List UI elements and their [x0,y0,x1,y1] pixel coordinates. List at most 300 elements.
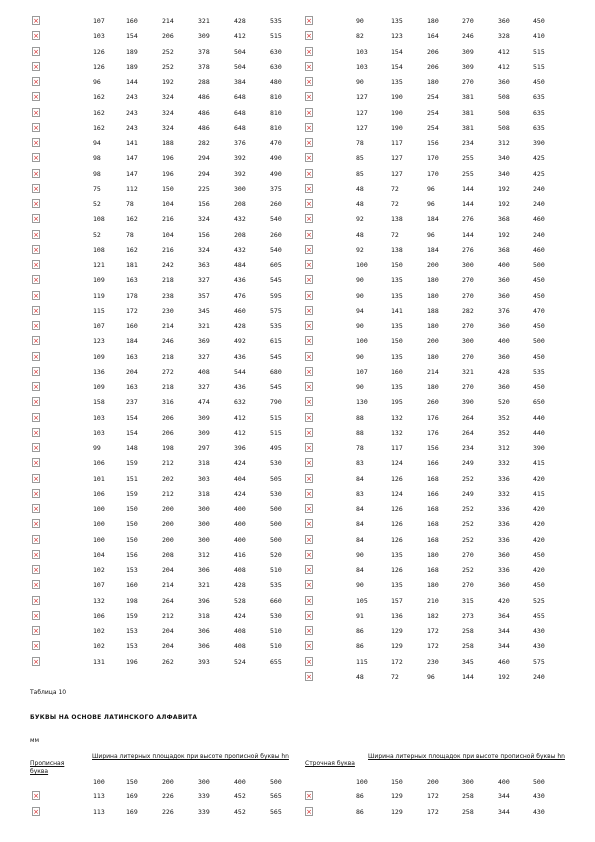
width-value: 360 [498,383,510,391]
width-value: 544 [234,367,246,376]
width-value: 162 [126,245,138,254]
broken-image-icon [32,807,40,816]
width-value: 252 [462,474,474,483]
width-value: 172 [391,657,403,666]
broken-image-icon [32,62,40,71]
width-value: 392 [234,154,246,163]
width-value: 424 [234,611,246,620]
width-value: 396 [234,444,246,452]
broken-image-icon [305,641,313,650]
width-value: 450 [533,581,545,590]
width-value: 425 [533,154,545,163]
width-value: 376 [498,306,510,315]
width-value: 176 [427,413,439,422]
width-value: 132 [391,428,403,437]
broken-image-icon [32,245,40,254]
width-value: 258 [462,808,474,816]
width-value: 340 [498,154,510,163]
width-value: 156 [198,200,210,208]
width-value: 327 [198,383,210,391]
width-value: 168 [427,566,439,574]
width-value: 810 [270,123,282,132]
width-value: 132 [93,596,105,605]
table-number: Таблица 10 [30,689,67,696]
width-value: 535 [270,581,282,590]
width-value: 123 [391,32,403,41]
width-value: 450 [533,291,545,300]
width-value: 181 [126,261,138,269]
width-value: 154 [391,47,403,56]
width-value: 450 [533,17,545,25]
width-value: 180 [427,550,439,559]
width-value: 103 [93,428,105,437]
width-value: 270 [462,291,474,300]
width-value: 72 [391,200,399,208]
broken-image-icon [305,672,313,681]
width-value: 254 [427,108,439,117]
width-value: 206 [427,62,439,71]
width-value: 115 [93,306,105,315]
width-value: 108 [93,215,105,224]
width-value: 86 [356,627,364,635]
width-value: 321 [198,322,210,330]
width-value: 420 [533,535,545,544]
width-value: 206 [427,47,439,56]
width-value: 200 [162,520,174,529]
width-value: 460 [234,306,246,315]
width-value: 182 [427,611,439,620]
width-value: 208 [234,200,246,208]
width-value: 106 [93,459,105,468]
width-value: 436 [234,276,246,285]
width-value: 96 [427,200,435,208]
width-value: 200 [162,505,174,513]
width-value: 170 [427,154,439,163]
width-value: 470 [270,139,282,147]
width-value: 408 [198,367,210,376]
width-value: 408 [234,642,246,651]
broken-image-icon [305,428,313,437]
width-value: 135 [391,17,403,25]
width-value: 216 [162,245,174,254]
width-value: 218 [162,352,174,361]
width-value: 96 [427,672,435,681]
width-value: 270 [462,276,474,285]
width-value: 90 [356,291,364,300]
width-value: 200 [427,261,439,269]
width-value: 218 [162,383,174,391]
width-value: 378 [198,47,210,56]
width-value: 104 [162,230,174,239]
width-value: 390 [533,444,545,452]
width-value: 363 [198,261,210,269]
width-value: 432 [234,245,246,254]
width-value: 159 [126,459,138,468]
height-value: 400 [234,778,246,786]
width-value: 214 [162,17,174,25]
width-value: 392 [234,169,246,178]
width-value: 78 [126,230,134,239]
width-value: 655 [270,657,282,666]
width-value: 505 [270,474,282,483]
width-value: 428 [234,322,246,330]
width-value: 85 [356,169,364,178]
width-value: 412 [234,413,246,422]
broken-image-icon [32,306,40,315]
broken-image-icon [305,352,313,361]
width-value: 100 [93,535,105,544]
width-value: 790 [270,398,282,407]
width-value: 189 [126,62,138,71]
width-value: 306 [198,627,210,635]
width-value: 504 [234,62,246,71]
width-value: 492 [234,337,246,346]
width-value: 508 [498,123,510,132]
width-value: 344 [498,808,510,816]
width-value: 424 [234,459,246,468]
width-value: 204 [162,627,174,635]
width-value: 102 [93,566,105,574]
width-value: 243 [126,108,138,117]
width-value: 84 [356,566,364,574]
broken-image-icon [32,92,40,101]
width-value: 306 [198,566,210,574]
width-value: 144 [126,78,138,86]
width-value: 312 [498,139,510,147]
width-value: 210 [427,596,439,605]
broken-image-icon [32,550,40,559]
width-value: 48 [356,184,364,193]
width-value: 129 [391,627,403,635]
width-value: 150 [162,184,174,193]
width-value: 360 [498,17,510,25]
width-value: 83 [356,489,364,498]
width-value: 115 [356,657,368,666]
broken-image-icon [305,535,313,544]
width-value: 490 [270,154,282,163]
broken-image-icon [305,443,313,452]
width-value: 450 [533,276,545,285]
width-value: 412 [234,32,246,41]
broken-image-icon [305,580,313,589]
width-value: 82 [356,32,364,41]
width-value: 276 [462,245,474,254]
width-value: 90 [356,550,364,559]
broken-image-icon [32,153,40,162]
width-value: 52 [93,200,101,208]
width-value: 230 [427,657,439,666]
width-value: 103 [356,47,368,56]
width-value: 180 [427,352,439,361]
width-value: 476 [234,291,246,300]
width-value: 369 [198,337,210,346]
broken-image-icon [305,123,313,132]
broken-image-icon [305,108,313,117]
broken-image-icon [32,321,40,330]
broken-image-icon [305,77,313,86]
width-value: 648 [234,123,246,132]
broken-image-icon [32,565,40,574]
width-value: 113 [93,792,105,800]
width-value: 100 [356,337,368,346]
width-value: 108 [93,245,105,254]
width-value: 240 [533,230,545,239]
width-value: 515 [270,413,282,422]
width-value: 135 [391,322,403,330]
width-value: 208 [162,550,174,559]
uppercase-letter-header: Прописная буква [30,760,65,775]
width-value: 381 [462,123,474,132]
width-value: 264 [462,413,474,422]
width-value: 126 [391,474,403,483]
broken-image-icon [305,199,313,208]
width-caption-left: Ширина литерных площадок при высоте прописной буквы hn [92,753,289,760]
broken-image-icon [32,489,40,498]
width-value: 460 [533,245,545,254]
height-value: 200 [427,778,439,786]
broken-image-icon [32,275,40,284]
width-value: 160 [126,322,138,330]
width-value: 352 [498,428,510,437]
width-value: 345 [198,306,210,315]
width-value: 510 [270,642,282,651]
width-value: 135 [391,276,403,285]
height-value: 150 [126,778,138,786]
width-value: 96 [427,184,435,193]
width-value: 452 [234,792,246,800]
width-value: 192 [162,78,174,86]
width-value: 510 [270,627,282,635]
width-value: 102 [93,627,105,635]
width-value: 159 [126,611,138,620]
width-value: 168 [427,474,439,483]
width-value: 156 [427,139,439,147]
width-value: 524 [234,657,246,666]
height-value: 500 [533,778,545,786]
width-value: 147 [126,169,138,178]
width-value: 98 [93,154,101,163]
width-value: 297 [198,444,210,452]
width-value: 309 [198,428,210,437]
width-value: 400 [234,505,246,513]
width-value: 158 [93,398,105,407]
width-value: 159 [126,489,138,498]
width-value: 103 [356,62,368,71]
width-value: 364 [498,611,510,620]
width-value: 484 [234,261,246,269]
width-value: 255 [462,169,474,178]
broken-image-icon [32,474,40,483]
width-value: 98 [93,169,101,178]
width-value: 390 [462,398,474,407]
broken-image-icon [32,428,40,437]
width-value: 344 [498,642,510,651]
width-value: 180 [427,581,439,590]
width-value: 83 [356,459,364,468]
width-value: 180 [427,78,439,86]
width-value: 204 [162,566,174,574]
width-value: 294 [198,169,210,178]
width-value: 504 [234,47,246,56]
width-value: 357 [198,291,210,300]
width-value: 126 [391,535,403,544]
width-value: 415 [533,489,545,498]
width-value: 166 [427,489,439,498]
width-value: 90 [356,322,364,330]
broken-image-icon [305,62,313,71]
broken-image-icon [32,291,40,300]
height-value: 100 [356,778,368,786]
width-value: 324 [162,123,174,132]
width-value: 126 [391,505,403,513]
width-value: 318 [198,489,210,498]
width-value: 258 [462,642,474,651]
width-value: 196 [162,169,174,178]
width-value: 180 [427,322,439,330]
width-value: 368 [498,215,510,224]
width-value: 160 [391,367,403,376]
width-value: 309 [198,32,210,41]
width-value: 144 [462,230,474,239]
broken-image-icon [305,245,313,254]
broken-image-icon [305,230,313,239]
width-value: 412 [498,47,510,56]
width-value: 378 [198,62,210,71]
width-value: 141 [391,306,403,315]
width-value: 162 [93,93,105,102]
width-value: 204 [162,642,174,651]
width-value: 375 [270,184,282,193]
width-value: 515 [270,428,282,437]
width-value: 135 [391,352,403,361]
width-value: 180 [427,17,439,25]
width-value: 172 [427,808,439,816]
width-value: 452 [234,808,246,816]
width-value: 162 [93,108,105,117]
width-value: 168 [427,535,439,544]
width-value: 246 [162,337,174,346]
width-value: 535 [270,322,282,330]
width-value: 131 [93,657,105,666]
broken-image-icon [305,92,313,101]
width-value: 157 [391,596,403,605]
width-value: 214 [427,367,439,376]
width-value: 206 [162,428,174,437]
width-value: 410 [533,32,545,41]
width-value: 107 [93,322,105,330]
width-value: 127 [356,108,368,117]
width-value: 262 [162,657,174,666]
broken-image-icon [305,169,313,178]
width-value: 240 [533,200,545,208]
width-value: 368 [498,245,510,254]
width-value: 150 [391,261,403,269]
width-value: 135 [391,78,403,86]
width-value: 206 [162,413,174,422]
broken-image-icon [32,352,40,361]
width-value: 393 [198,657,210,666]
broken-image-icon [32,458,40,467]
broken-image-icon [305,791,313,800]
broken-image-icon [305,565,313,574]
width-value: 264 [162,596,174,605]
width-value: 100 [93,505,105,513]
width-value: 336 [498,474,510,483]
width-value: 180 [427,383,439,391]
width-value: 332 [498,489,510,498]
broken-image-icon [305,16,313,25]
width-value: 575 [270,306,282,315]
width-value: 430 [533,642,545,651]
broken-image-icon [32,535,40,544]
width-value: 230 [162,306,174,315]
width-value: 294 [198,154,210,163]
width-value: 252 [462,566,474,574]
width-value: 309 [462,47,474,56]
width-value: 88 [356,413,364,422]
width-value: 84 [356,474,364,483]
width-value: 164 [427,32,439,41]
width-value: 214 [162,581,174,590]
width-value: 528 [234,596,246,605]
width-value: 381 [462,93,474,102]
width-value: 327 [198,352,210,361]
width-value: 352 [498,413,510,422]
width-value: 420 [498,596,510,605]
width-value: 84 [356,505,364,513]
width-value: 86 [356,808,364,816]
broken-image-icon [32,626,40,635]
width-value: 270 [462,17,474,25]
width-value: 196 [162,154,174,163]
width-value: 545 [270,352,282,361]
width-value: 130 [356,398,368,407]
width-value: 184 [126,337,138,346]
width-value: 90 [356,383,364,391]
broken-image-icon [305,291,313,300]
width-value: 156 [126,550,138,559]
width-value: 306 [198,642,210,651]
width-value: 520 [270,550,282,559]
width-value: 440 [533,413,545,422]
width-value: 162 [126,215,138,224]
width-value: 474 [198,398,210,407]
height-value: 300 [198,778,210,786]
width-value: 48 [356,672,364,681]
width-value: 150 [126,535,138,544]
width-value: 166 [427,459,439,468]
width-value: 150 [126,520,138,529]
width-value: 336 [498,520,510,529]
width-value: 360 [498,291,510,300]
width-value: 104 [162,200,174,208]
width-value: 252 [162,47,174,56]
width-value: 190 [391,108,403,117]
width-value: 315 [462,596,474,605]
width-value: 450 [533,383,545,391]
width-value: 270 [462,581,474,590]
width-value: 200 [427,337,439,346]
width-value: 243 [126,123,138,132]
width-value: 660 [270,596,282,605]
width-value: 190 [391,93,403,102]
width-value: 254 [427,93,439,102]
height-value: 150 [391,778,403,786]
width-value: 188 [427,306,439,315]
width-value: 107 [93,581,105,590]
width-value: 237 [126,398,138,407]
width-value: 216 [162,215,174,224]
